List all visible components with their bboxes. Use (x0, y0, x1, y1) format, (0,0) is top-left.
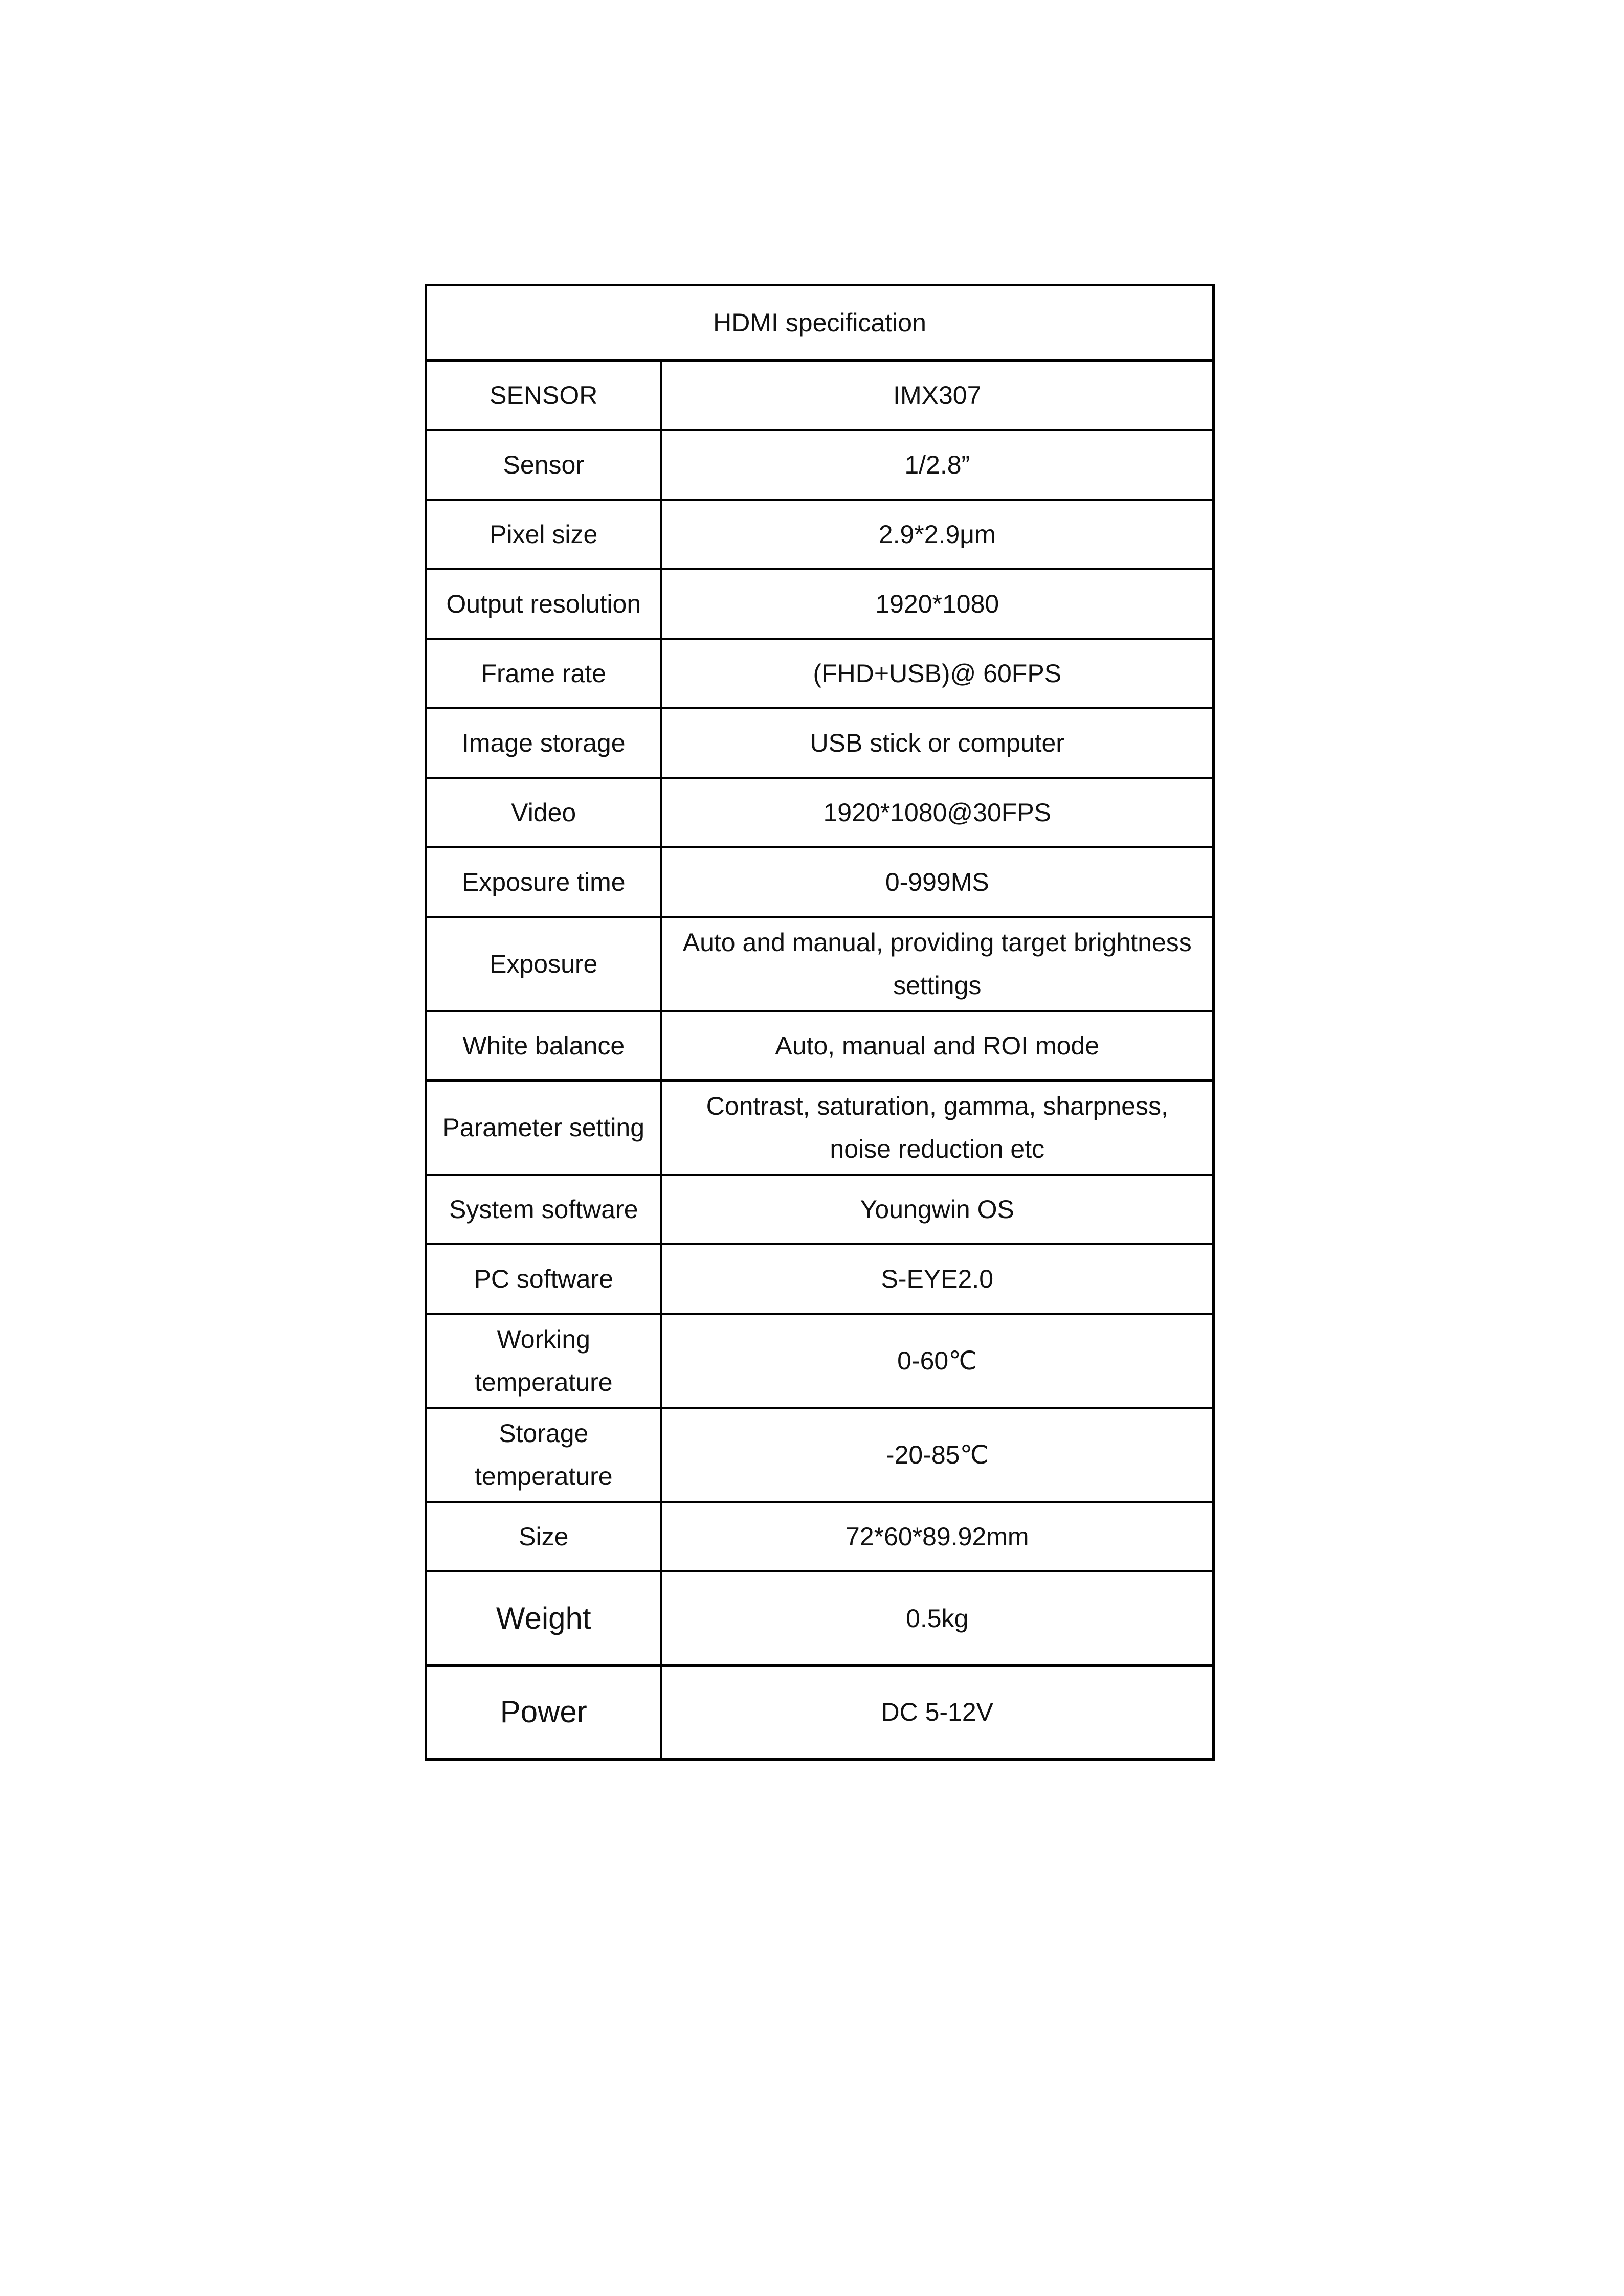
table-title: HDMI specification (426, 285, 1214, 361)
table-row (426, 1665, 1214, 1760)
spec-label: Power (426, 1665, 661, 1760)
spec-value: 1920*1080@30FPS (661, 778, 1214, 847)
spec-label: Video (426, 778, 661, 847)
table-row (426, 1502, 1214, 1571)
spec-value: 1/2.8” (661, 430, 1214, 500)
table-title-row (426, 285, 1214, 361)
spec-label: Parameter setting (426, 1081, 661, 1175)
spec-label: Pixel size (426, 500, 661, 569)
spec-label: Image storage (426, 708, 661, 778)
spec-value: 0-999MS (661, 847, 1214, 917)
spec-value: IMX307 (661, 361, 1214, 430)
table-row (426, 917, 1214, 1011)
spec-value: 0-60℃ (661, 1314, 1214, 1408)
spec-value: -20-85℃ (661, 1408, 1214, 1502)
spec-label: Exposure time (426, 847, 661, 917)
spec-label: Exposure (426, 917, 661, 1011)
spec-value: Youngwin OS (661, 1175, 1214, 1244)
spec-label: System software (426, 1175, 661, 1244)
table-row (426, 1081, 1214, 1175)
spec-label: Frame rate (426, 639, 661, 708)
spec-value: DC 5-12V (661, 1665, 1214, 1760)
spec-label: PC software (426, 1244, 661, 1314)
spec-value: Auto, manual and ROI mode (661, 1011, 1214, 1081)
spec-value: 0.5kg (661, 1571, 1214, 1665)
spec-value: 1920*1080 (661, 569, 1214, 639)
table-row (426, 1244, 1214, 1314)
table-row (426, 847, 1214, 917)
spec-value: 72*60*89.92mm (661, 1502, 1214, 1571)
spec-label: Size (426, 1502, 661, 1571)
table-row (426, 1011, 1214, 1081)
spec-value: S-EYE2.0 (661, 1244, 1214, 1314)
spec-label: Storage temperature (426, 1408, 661, 1502)
table-row (426, 500, 1214, 569)
spec-value: Contrast, saturation, gamma, sharpness, noise reduction etc (661, 1081, 1214, 1175)
table-row (426, 708, 1214, 778)
table-row (426, 778, 1214, 847)
table-row (426, 1408, 1214, 1502)
table-row (426, 569, 1214, 639)
table-row (426, 1314, 1214, 1408)
table-row (426, 1175, 1214, 1244)
table-row (426, 361, 1214, 430)
spec-value: Auto and manual, providing target brightness settings (661, 917, 1214, 1011)
table-row (426, 1571, 1214, 1665)
spec-label: Weight (426, 1571, 661, 1665)
spec-label: SENSOR (426, 361, 661, 430)
spec-label: Working temperature (426, 1314, 661, 1408)
spec-label: Output resolution (426, 569, 661, 639)
spec-label: Sensor (426, 430, 661, 500)
spec-table (425, 284, 1215, 1761)
spec-value: 2.9*2.9μm (661, 500, 1214, 569)
spec-label: White balance (426, 1011, 661, 1081)
table-row (426, 430, 1214, 500)
spec-value: USB stick or computer (661, 708, 1214, 778)
spec-value: (FHD+USB)@ 60FPS (661, 639, 1214, 708)
table-row (426, 639, 1214, 708)
